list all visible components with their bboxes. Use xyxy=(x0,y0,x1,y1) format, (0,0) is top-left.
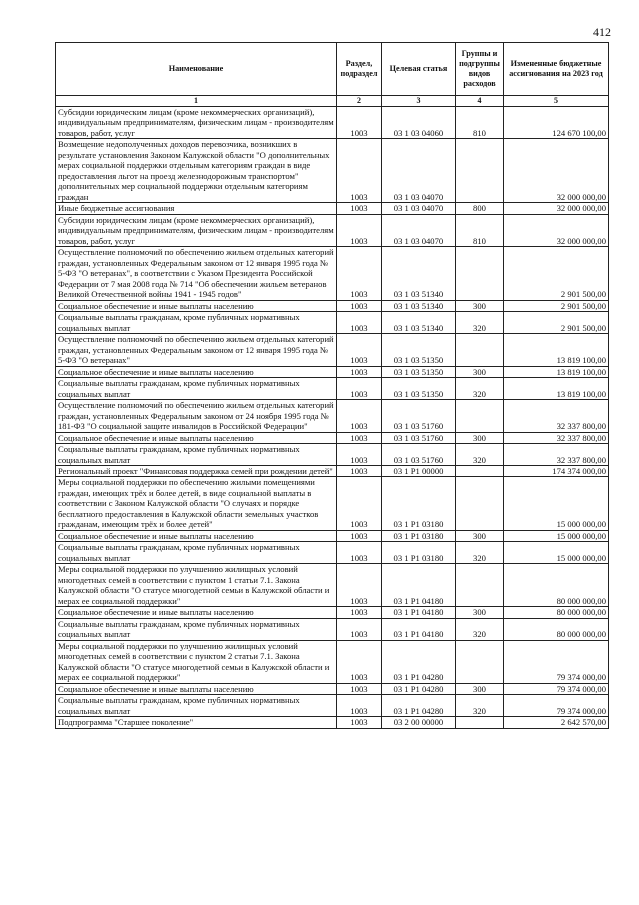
cell-name: Социальные выплаты гражданам, кроме публичных нормативных социальных выплат xyxy=(56,312,337,334)
cell-amount: 2 901 500,00 xyxy=(504,247,609,300)
cell-group: 320 xyxy=(456,312,504,334)
header-name: Наименование xyxy=(56,43,337,96)
cell-name: Осуществление полномочий по обеспечению жильем отдельных категорий граждан, установленных Федеральным законом от 12 января 1995 года № 5-ФЗ "О ветеранах", в соответствии с Указом Президента Российской Федерации от 7 мая 2008 года № 714 "Об обеспечении жильем ветеранов Великой Отечественной войны 1941 - 1945 годов" xyxy=(56,247,337,300)
table-row xyxy=(56,366,609,377)
cell-section: 1003 xyxy=(337,378,382,400)
table-row xyxy=(56,618,609,640)
cell-article: 03 1 03 04060 xyxy=(382,107,456,139)
cell-amount: 80 000 000,00 xyxy=(504,618,609,640)
cell-section: 1003 xyxy=(337,542,382,564)
cell-name: Социальное обеспечение и иные выплаты населению xyxy=(56,683,337,694)
cell-section: 1003 xyxy=(337,618,382,640)
cell-amount: 124 670 100,00 xyxy=(504,107,609,139)
header-group: Группы и подгруппы видов расходов xyxy=(456,43,504,96)
cell-group xyxy=(456,564,504,607)
cell-name: Социальные выплаты гражданам, кроме публичных нормативных социальных выплат xyxy=(56,695,337,717)
cell-section: 1003 xyxy=(337,564,382,607)
budget-table xyxy=(55,42,609,729)
cell-amount: 32 000 000,00 xyxy=(504,214,609,246)
cell-article: 03 1 03 04070 xyxy=(382,139,456,203)
page-number: 412 xyxy=(593,25,611,39)
cell-group xyxy=(456,139,504,203)
cell-article: 03 1 P1 04280 xyxy=(382,640,456,683)
cell-section: 1003 xyxy=(337,247,382,300)
cell-article: 03 1 P1 04280 xyxy=(382,683,456,694)
cell-group: 810 xyxy=(456,107,504,139)
column-number: 4 xyxy=(456,96,504,107)
cell-name: Социальные выплаты гражданам, кроме публичных нормативных социальных выплат xyxy=(56,444,337,466)
cell-name: Социальное обеспечение и иные выплаты населению xyxy=(56,530,337,541)
cell-name: Социальное обеспечение и иные выплаты населению xyxy=(56,300,337,311)
cell-group: 320 xyxy=(456,378,504,400)
column-number: 5 xyxy=(504,96,609,107)
cell-article: 03 1 03 51340 xyxy=(382,300,456,311)
cell-amount: 80 000 000,00 xyxy=(504,564,609,607)
cell-group xyxy=(456,640,504,683)
table-row xyxy=(56,640,609,683)
cell-amount: 79 374 000,00 xyxy=(504,640,609,683)
cell-section: 1003 xyxy=(337,139,382,203)
table-row xyxy=(56,542,609,564)
cell-amount: 79 374 000,00 xyxy=(504,683,609,694)
cell-section: 1003 xyxy=(337,400,382,432)
cell-name: Субсидии юридическим лицам (кроме некоммерческих организаций), индивидуальным предпринимателям, физическим лицам - производителям товаров, работ, услуг xyxy=(56,107,337,139)
cell-group: 300 xyxy=(456,366,504,377)
cell-group: 300 xyxy=(456,530,504,541)
cell-article: 03 1 P1 04180 xyxy=(382,607,456,618)
cell-group xyxy=(456,334,504,366)
cell-group: 800 xyxy=(456,203,504,214)
table-row xyxy=(56,530,609,541)
cell-name: Возмещение недополученных доходов перевозчика, возникших в результате установления Законом Калужской области "О дополнительных мерах социальной поддержки отдельным категориям граждан в виде предоставления льгот на проезд железнодорожным транспортом" дополнительных мер социальной поддержки отдельным категориям граждан xyxy=(56,139,337,203)
cell-amount: 80 000 000,00 xyxy=(504,607,609,618)
table-row xyxy=(56,400,609,432)
cell-group xyxy=(456,400,504,432)
table-row xyxy=(56,300,609,311)
cell-section: 1003 xyxy=(337,683,382,694)
cell-group xyxy=(456,247,504,300)
cell-group: 300 xyxy=(456,432,504,443)
header-section: Раздел, подраздел xyxy=(337,43,382,96)
cell-article: 03 1 03 51760 xyxy=(382,432,456,443)
cell-section: 1003 xyxy=(337,444,382,466)
cell-article: 03 2 00 00000 xyxy=(382,717,456,728)
table-row xyxy=(56,203,609,214)
cell-amount: 15 000 000,00 xyxy=(504,477,609,530)
cell-article: 03 1 P1 04180 xyxy=(382,618,456,640)
column-number-row xyxy=(56,96,609,107)
cell-group xyxy=(456,717,504,728)
cell-amount: 174 374 000,00 xyxy=(504,465,609,476)
cell-name: Осуществление полномочий по обеспечению жильем отдельных категорий граждан, установленных Федеральным законом от 12 января 1995 года № 5-ФЗ "О ветеранах" xyxy=(56,334,337,366)
cell-section: 1003 xyxy=(337,312,382,334)
cell-article: 03 1 03 51350 xyxy=(382,366,456,377)
cell-section: 1003 xyxy=(337,366,382,377)
table-header-row xyxy=(56,43,609,96)
cell-amount: 15 000 000,00 xyxy=(504,530,609,541)
cell-section: 1003 xyxy=(337,477,382,530)
cell-section: 1003 xyxy=(337,432,382,443)
cell-group: 320 xyxy=(456,444,504,466)
cell-name: Субсидии юридическим лицам (кроме некоммерческих организаций), индивидуальным предпринимателям, физическим лицам - производителям товаров, работ, услуг xyxy=(56,214,337,246)
cell-group: 810 xyxy=(456,214,504,246)
cell-name: Социальные выплаты гражданам, кроме публичных нормативных социальных выплат xyxy=(56,618,337,640)
table-row xyxy=(56,334,609,366)
column-number: 2 xyxy=(337,96,382,107)
table-row xyxy=(56,564,609,607)
cell-article: 03 1 P1 04280 xyxy=(382,695,456,717)
cell-article: 03 1 P1 03180 xyxy=(382,542,456,564)
cell-name: Меры социальной поддержки по улучшению жилищных условий многодетных семей в соответствии с пунктом 1 статьи 7.1. Закона Калужской области "О статусе многодетной семьи в Калужской области и мерах ее социальной поддержки" xyxy=(56,564,337,607)
cell-name: Осуществление полномочий по обеспечению жильем отдельных категорий граждан, установленных Федеральным законом от 24 ноября 1995 года № 181-ФЗ "О социальной защите инвалидов в Российской Федерации" xyxy=(56,400,337,432)
cell-article: 03 1 03 51350 xyxy=(382,378,456,400)
cell-article: 03 1 P1 04180 xyxy=(382,564,456,607)
cell-section: 1003 xyxy=(337,300,382,311)
cell-group xyxy=(456,477,504,530)
cell-name: Иные бюджетные ассигнования xyxy=(56,203,337,214)
table-row xyxy=(56,683,609,694)
cell-article: 03 1 P1 00000 xyxy=(382,465,456,476)
cell-article: 03 1 03 04070 xyxy=(382,214,456,246)
cell-article: 03 1 P1 03180 xyxy=(382,477,456,530)
cell-name: Социальное обеспечение и иные выплаты населению xyxy=(56,432,337,443)
table-row xyxy=(56,695,609,717)
cell-article: 03 1 03 51760 xyxy=(382,400,456,432)
cell-group: 300 xyxy=(456,683,504,694)
header-amount: Измененные бюджетные ассигнования на 2023 год xyxy=(504,43,609,96)
table-row xyxy=(56,247,609,300)
cell-section: 1003 xyxy=(337,530,382,541)
table-row xyxy=(56,214,609,246)
cell-section: 1003 xyxy=(337,640,382,683)
cell-group: 320 xyxy=(456,542,504,564)
cell-amount: 79 374 000,00 xyxy=(504,695,609,717)
cell-section: 1003 xyxy=(337,203,382,214)
cell-section: 1003 xyxy=(337,607,382,618)
cell-amount: 32 337 800,00 xyxy=(504,432,609,443)
table-row xyxy=(56,378,609,400)
cell-name: Подпрограмма "Старшее поколение" xyxy=(56,717,337,728)
column-number: 1 xyxy=(56,96,337,107)
table-row xyxy=(56,312,609,334)
cell-section: 1003 xyxy=(337,214,382,246)
table-row xyxy=(56,607,609,618)
cell-amount: 2 901 500,00 xyxy=(504,300,609,311)
cell-name: Социальные выплаты гражданам, кроме публичных нормативных социальных выплат xyxy=(56,542,337,564)
cell-section: 1003 xyxy=(337,334,382,366)
cell-amount: 2 642 570,00 xyxy=(504,717,609,728)
cell-amount: 32 337 800,00 xyxy=(504,400,609,432)
cell-group: 300 xyxy=(456,607,504,618)
cell-amount: 13 819 100,00 xyxy=(504,378,609,400)
table-row xyxy=(56,477,609,530)
cell-group: 320 xyxy=(456,618,504,640)
cell-amount: 2 901 500,00 xyxy=(504,312,609,334)
cell-section: 1003 xyxy=(337,107,382,139)
cell-name: Социальное обеспечение и иные выплаты населению xyxy=(56,366,337,377)
cell-article: 03 1 03 51760 xyxy=(382,444,456,466)
cell-article: 03 1 03 51350 xyxy=(382,334,456,366)
cell-article: 03 1 03 51340 xyxy=(382,312,456,334)
cell-amount: 15 000 000,00 xyxy=(504,542,609,564)
cell-name: Социальное обеспечение и иные выплаты населению xyxy=(56,607,337,618)
cell-amount: 32 000 000,00 xyxy=(504,203,609,214)
cell-amount: 32 337 800,00 xyxy=(504,444,609,466)
table-row xyxy=(56,465,609,476)
cell-section: 1003 xyxy=(337,717,382,728)
table-row xyxy=(56,717,609,728)
cell-article: 03 1 P1 03180 xyxy=(382,530,456,541)
cell-group xyxy=(456,465,504,476)
cell-article: 03 1 03 04070 xyxy=(382,203,456,214)
cell-article: 03 1 03 51340 xyxy=(382,247,456,300)
cell-name: Меры социальной поддержки по улучшению жилищных условий многодетных семей в соответствии с пунктом 2 статьи 7.1. Закона Калужской области "О статусе многодетной семьи в Калужской области и мерах ее социальной поддержки" xyxy=(56,640,337,683)
cell-amount: 13 819 100,00 xyxy=(504,366,609,377)
table-row xyxy=(56,107,609,139)
cell-name: Региональный проект "Финансовая поддержка семей при рождении детей" xyxy=(56,465,337,476)
cell-name: Меры социальной поддержки по обеспечению жилыми помещениями граждан, имеющих трёх и более детей, в виде социальной выплаты в соответствии с Законом Калужской области "О случаях и порядке бесплатного предоставления в Калужской области земельных участков гражданам, имеющим трёх и более детей" xyxy=(56,477,337,530)
table-row xyxy=(56,139,609,203)
cell-section: 1003 xyxy=(337,695,382,717)
cell-group: 300 xyxy=(456,300,504,311)
cell-amount: 32 000 000,00 xyxy=(504,139,609,203)
cell-name: Социальные выплаты гражданам, кроме публичных нормативных социальных выплат xyxy=(56,378,337,400)
cell-amount: 13 819 100,00 xyxy=(504,334,609,366)
cell-section: 1003 xyxy=(337,465,382,476)
cell-group: 320 xyxy=(456,695,504,717)
column-number: 3 xyxy=(382,96,456,107)
header-article: Целевая статья xyxy=(382,43,456,96)
table-row xyxy=(56,444,609,466)
table-row xyxy=(56,432,609,443)
